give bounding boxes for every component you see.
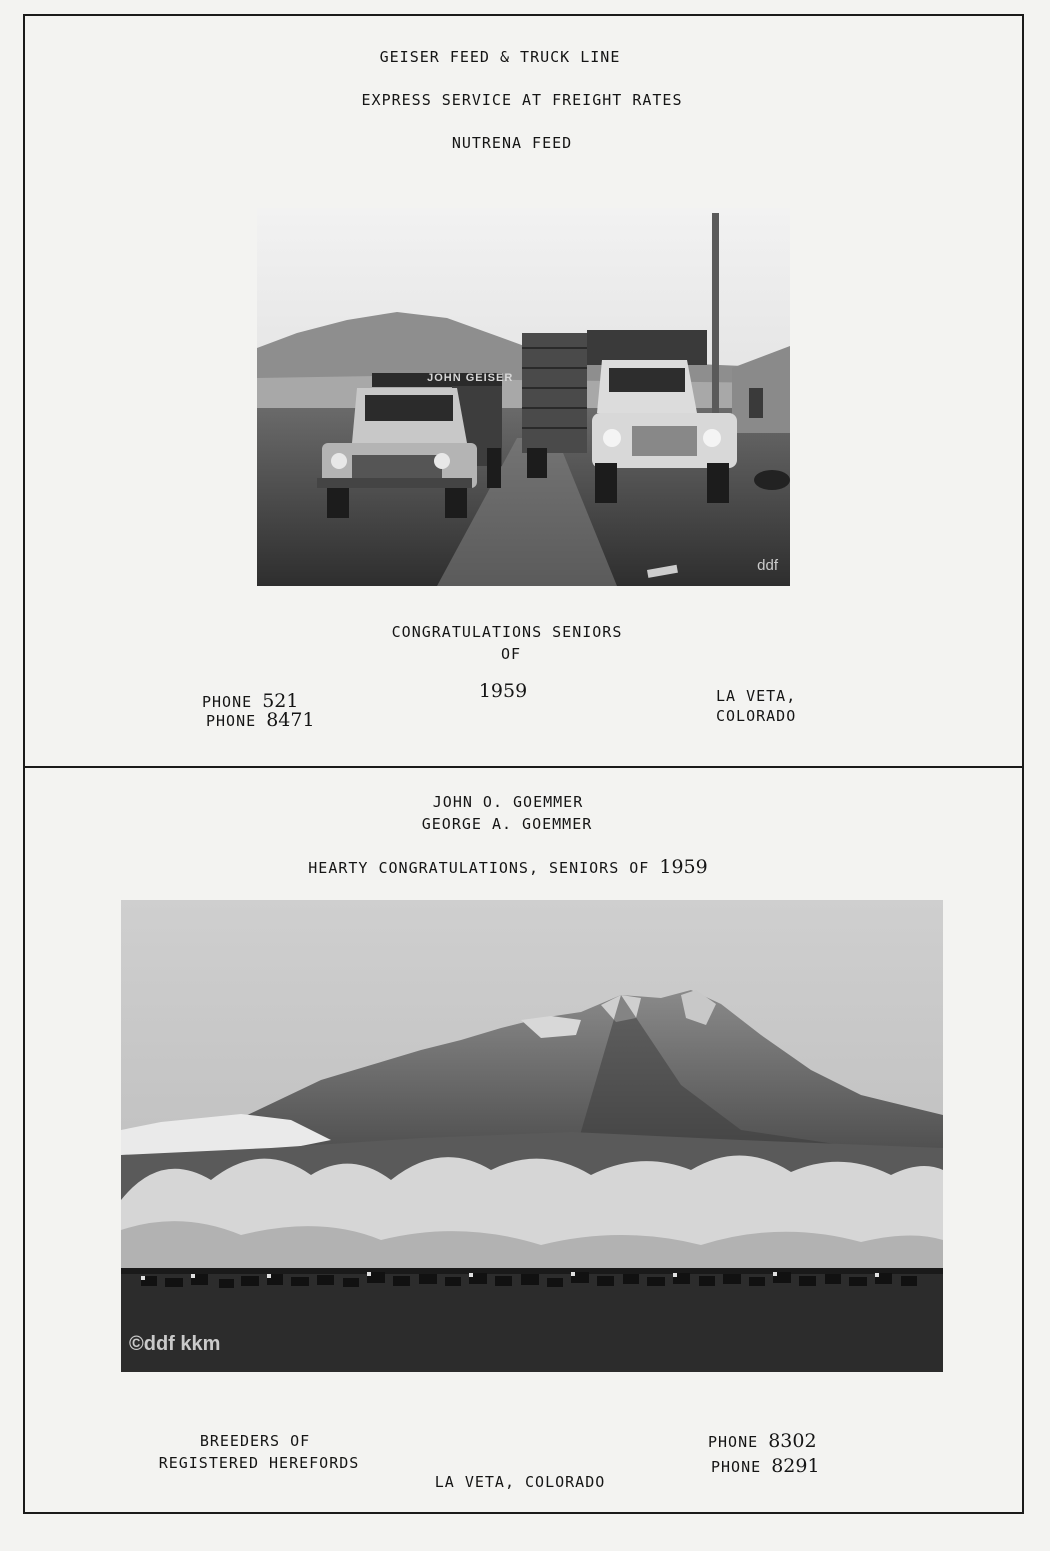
top-congrats-line2: OF [500, 645, 522, 663]
bottom-city: LA VETA, COLORADO [434, 1473, 606, 1491]
phone-label: PHONE [711, 1458, 762, 1476]
phone-number: 8471 [266, 709, 315, 731]
phone-number: 521 [262, 690, 299, 712]
bottom-congrats [308, 854, 707, 882]
phone-number: 8291 [771, 1455, 820, 1477]
top-phone-2 [206, 707, 315, 735]
phone-number: 8302 [768, 1430, 817, 1452]
mountain-ranch-photo [121, 900, 943, 1372]
breeders-line2: REGISTERED HEREFORDS [158, 1454, 360, 1472]
bottom-congrats-text: HEARTY CONGRATULATIONS, SENIORS OF [308, 859, 650, 877]
top-city-line1: LA VETA, [716, 687, 797, 705]
bottom-name1: JOHN O. GOEMMER [432, 793, 584, 811]
bottom-name2: GEORGE A. GOEMMER [421, 815, 593, 833]
breeders-line1: BREEDERS OF [199, 1432, 311, 1450]
truck-sign-text: JOHN GEISER [427, 372, 514, 385]
bottom-phone-1 [708, 1428, 817, 1456]
top-congrats-line1: CONGRATULATIONS SENIORS [391, 623, 623, 641]
bottom-congrats-year: 1959 [659, 856, 708, 878]
bottom-phone-2 [711, 1453, 820, 1481]
top-year: 1959 [478, 680, 528, 702]
top-ad-line2: EXPRESS SERVICE AT FREIGHT RATES [361, 91, 683, 109]
top-ad-line1: GEISER FEED & TRUCK LINE [379, 48, 621, 66]
phone-label: PHONE [202, 693, 253, 711]
trucks-photo-watermark: ddf [757, 557, 778, 574]
trucks-photo [257, 208, 790, 586]
phone-label: PHONE [708, 1433, 759, 1451]
top-city-line2: COLORADO [716, 707, 797, 725]
top-ad-line3: NUTRENA FEED [451, 134, 573, 152]
ad-divider [25, 766, 1022, 768]
phone-label: PHONE [206, 712, 257, 730]
mountain-photo-watermark: ©ddf kkm [129, 1333, 221, 1355]
